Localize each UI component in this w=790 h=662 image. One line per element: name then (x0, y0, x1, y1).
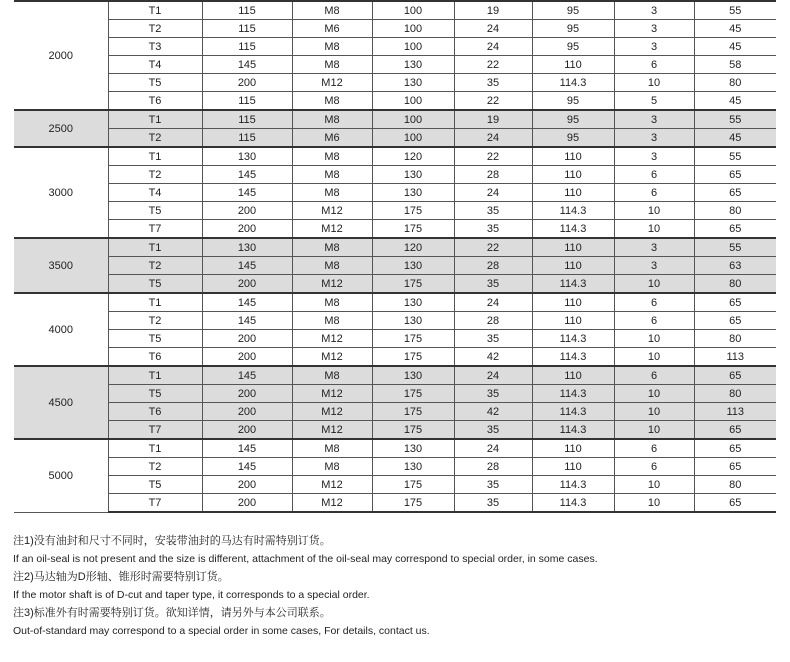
value-cell: M12 (292, 275, 372, 294)
value-cell: 65 (694, 166, 776, 184)
value-cell: 80 (694, 202, 776, 220)
table-row (14, 421, 776, 440)
value-cell: 100 (372, 1, 454, 20)
value-cell: 65 (694, 312, 776, 330)
value-cell: 10 (614, 74, 694, 92)
type-cell: T3 (108, 38, 202, 56)
size-cell: 2500 (14, 110, 108, 147)
value-cell: 175 (372, 348, 454, 367)
value-cell: 10 (614, 348, 694, 367)
value-cell: 65 (694, 458, 776, 476)
value-cell: 100 (372, 110, 454, 129)
value-cell: 19 (454, 110, 532, 129)
value-cell: 6 (614, 166, 694, 184)
note-zh: 注1)没有油封和尺寸不同时，安装带油封的马达有时需特别订货。 (13, 535, 331, 547)
value-cell: 130 (372, 56, 454, 74)
type-cell: T5 (108, 385, 202, 403)
value-cell: 65 (694, 293, 776, 312)
type-cell: T5 (108, 275, 202, 294)
value-cell: 110 (532, 312, 614, 330)
value-cell: 100 (372, 20, 454, 38)
table-row (14, 38, 776, 56)
value-cell: 95 (532, 1, 614, 20)
table-row (14, 312, 776, 330)
type-cell: T5 (108, 74, 202, 92)
value-cell: M12 (292, 220, 372, 239)
spec-table (14, 0, 776, 513)
value-cell: 113 (694, 348, 776, 367)
value-cell: 130 (372, 184, 454, 202)
value-cell: 80 (694, 385, 776, 403)
value-cell: 110 (532, 458, 614, 476)
size-cell: 4500 (14, 366, 108, 439)
value-cell: 114.3 (532, 74, 614, 92)
value-cell: 115 (202, 1, 292, 20)
value-cell: 175 (372, 330, 454, 348)
value-cell: 6 (614, 184, 694, 202)
type-cell: T1 (108, 439, 202, 458)
value-cell: 120 (372, 238, 454, 257)
value-cell: 145 (202, 366, 292, 385)
value-cell: 200 (202, 421, 292, 440)
value-cell: 120 (372, 147, 454, 166)
table-row (14, 202, 776, 220)
value-cell: 145 (202, 56, 292, 74)
value-cell: 42 (454, 348, 532, 367)
value-cell: 130 (372, 166, 454, 184)
value-cell: 45 (694, 20, 776, 38)
table-row (14, 330, 776, 348)
table-row (14, 348, 776, 367)
value-cell: 113 (694, 403, 776, 421)
size-group (14, 293, 776, 366)
size-cell: 4000 (14, 293, 108, 366)
value-cell: M8 (292, 110, 372, 129)
value-cell: 114.3 (532, 385, 614, 403)
value-cell: 65 (694, 494, 776, 513)
value-cell: 10 (614, 275, 694, 294)
value-cell: 6 (614, 439, 694, 458)
value-cell: M8 (292, 238, 372, 257)
value-cell: 130 (372, 458, 454, 476)
table-row (14, 385, 776, 403)
value-cell: M8 (292, 458, 372, 476)
value-cell: 200 (202, 348, 292, 367)
value-cell: 28 (454, 166, 532, 184)
table-row (14, 56, 776, 74)
value-cell: 10 (614, 494, 694, 513)
value-cell: 55 (694, 110, 776, 129)
value-cell: 130 (372, 312, 454, 330)
value-cell: 175 (372, 385, 454, 403)
value-cell: M12 (292, 348, 372, 367)
value-cell: M8 (292, 257, 372, 275)
type-cell: T6 (108, 403, 202, 421)
value-cell: 100 (372, 129, 454, 148)
value-cell: 130 (372, 439, 454, 458)
value-cell: 200 (202, 330, 292, 348)
value-cell: 65 (694, 439, 776, 458)
size-group (14, 238, 776, 293)
size-group (14, 1, 776, 110)
value-cell: 115 (202, 92, 292, 111)
value-cell: M6 (292, 20, 372, 38)
value-cell: 6 (614, 312, 694, 330)
value-cell: 65 (694, 220, 776, 239)
table-row (14, 257, 776, 275)
value-cell: 95 (532, 20, 614, 38)
type-cell: T1 (108, 147, 202, 166)
table-row (14, 110, 776, 129)
type-cell: T5 (108, 330, 202, 348)
value-cell: 80 (694, 74, 776, 92)
value-cell: 130 (202, 238, 292, 257)
value-cell: 175 (372, 421, 454, 440)
value-cell: 10 (614, 202, 694, 220)
type-cell: T2 (108, 20, 202, 38)
table-row (14, 458, 776, 476)
value-cell: 65 (694, 184, 776, 202)
size-cell: 3500 (14, 238, 108, 293)
value-cell: 3 (614, 38, 694, 56)
type-cell: T4 (108, 184, 202, 202)
value-cell: 114.3 (532, 476, 614, 494)
value-cell: 3 (614, 238, 694, 257)
value-cell: 200 (202, 403, 292, 421)
note-en: If an oil-seal is not present and the size is different, attachment of the oil-seal may correspond to special order, in some cases. (13, 553, 598, 565)
value-cell: 28 (454, 257, 532, 275)
value-cell: 35 (454, 220, 532, 239)
value-cell: 114.3 (532, 202, 614, 220)
value-cell: 22 (454, 147, 532, 166)
value-cell: 115 (202, 110, 292, 129)
value-cell: 35 (454, 476, 532, 494)
table-row (14, 74, 776, 92)
value-cell: 3 (614, 257, 694, 275)
value-cell: 175 (372, 220, 454, 239)
value-cell: 65 (694, 366, 776, 385)
value-cell: 114.3 (532, 275, 614, 294)
value-cell: 35 (454, 494, 532, 513)
value-cell: 110 (532, 184, 614, 202)
value-cell: 200 (202, 220, 292, 239)
value-cell: 24 (454, 129, 532, 148)
value-cell: M6 (292, 129, 372, 148)
value-cell: 22 (454, 238, 532, 257)
value-cell: 6 (614, 56, 694, 74)
value-cell: 5 (614, 92, 694, 111)
value-cell: 10 (614, 385, 694, 403)
value-cell: M8 (292, 366, 372, 385)
value-cell: 65 (694, 421, 776, 440)
value-cell: 58 (694, 56, 776, 74)
note-zh: 注3)标准外有时需要特别订货。欲知详情，请另外与本公司联系。 (13, 607, 331, 619)
type-cell: T2 (108, 312, 202, 330)
value-cell: M12 (292, 385, 372, 403)
value-cell: 3 (614, 20, 694, 38)
value-cell: 115 (202, 38, 292, 56)
value-cell: 24 (454, 38, 532, 56)
size-group (14, 147, 776, 238)
value-cell: 55 (694, 238, 776, 257)
value-cell: 200 (202, 494, 292, 513)
table-row (14, 275, 776, 294)
type-cell: T7 (108, 494, 202, 513)
value-cell: 10 (614, 330, 694, 348)
size-cell: 3000 (14, 147, 108, 238)
value-cell: 100 (372, 38, 454, 56)
value-cell: M12 (292, 421, 372, 440)
value-cell: 55 (694, 147, 776, 166)
value-cell: 130 (372, 293, 454, 312)
type-cell: T5 (108, 476, 202, 494)
value-cell: 145 (202, 293, 292, 312)
value-cell: 95 (532, 38, 614, 56)
value-cell: 130 (202, 147, 292, 166)
table-row (14, 366, 776, 385)
size-group (14, 366, 776, 439)
value-cell: 175 (372, 494, 454, 513)
value-cell: 19 (454, 1, 532, 20)
table-row (14, 494, 776, 513)
value-cell: 95 (532, 129, 614, 148)
value-cell: 3 (614, 1, 694, 20)
type-cell: T7 (108, 220, 202, 239)
value-cell: 110 (532, 439, 614, 458)
value-cell: 45 (694, 38, 776, 56)
value-cell: 55 (694, 1, 776, 20)
table-row (14, 166, 776, 184)
value-cell: 42 (454, 403, 532, 421)
type-cell: T6 (108, 92, 202, 111)
type-cell: T2 (108, 129, 202, 148)
value-cell: 95 (532, 92, 614, 111)
value-cell: 10 (614, 476, 694, 494)
value-cell: 24 (454, 184, 532, 202)
table-row (14, 476, 776, 494)
value-cell: 110 (532, 238, 614, 257)
value-cell: 130 (372, 366, 454, 385)
value-cell: 22 (454, 92, 532, 111)
table-row (14, 293, 776, 312)
value-cell: M8 (292, 92, 372, 111)
value-cell: M8 (292, 38, 372, 56)
value-cell: 35 (454, 275, 532, 294)
value-cell: 35 (454, 330, 532, 348)
value-cell: 63 (694, 257, 776, 275)
value-cell: M12 (292, 74, 372, 92)
value-cell: 145 (202, 458, 292, 476)
value-cell: 175 (372, 403, 454, 421)
value-cell: 114.3 (532, 421, 614, 440)
value-cell: 114.3 (532, 330, 614, 348)
value-cell: 145 (202, 439, 292, 458)
value-cell: 110 (532, 56, 614, 74)
size-group (14, 439, 776, 512)
value-cell: 115 (202, 129, 292, 148)
value-cell: 35 (454, 202, 532, 220)
table-row (14, 403, 776, 421)
type-cell: T1 (108, 1, 202, 20)
value-cell: M8 (292, 166, 372, 184)
value-cell: 130 (372, 257, 454, 275)
value-cell: 110 (532, 257, 614, 275)
value-cell: 95 (532, 110, 614, 129)
value-cell: 35 (454, 385, 532, 403)
type-cell: T4 (108, 56, 202, 74)
value-cell: 80 (694, 476, 776, 494)
value-cell: 200 (202, 202, 292, 220)
value-cell: 100 (372, 92, 454, 111)
value-cell: 130 (372, 74, 454, 92)
value-cell: 145 (202, 184, 292, 202)
value-cell: 115 (202, 20, 292, 38)
type-cell: T5 (108, 202, 202, 220)
value-cell: 35 (454, 421, 532, 440)
value-cell: M12 (292, 403, 372, 421)
value-cell: M8 (292, 56, 372, 74)
value-cell: 24 (454, 293, 532, 312)
type-cell: T7 (108, 421, 202, 440)
value-cell: 6 (614, 293, 694, 312)
value-cell: 3 (614, 147, 694, 166)
value-cell: 114.3 (532, 348, 614, 367)
value-cell: 24 (454, 439, 532, 458)
value-cell: 145 (202, 166, 292, 184)
value-cell: 10 (614, 220, 694, 239)
value-cell: 114.3 (532, 403, 614, 421)
value-cell: 175 (372, 476, 454, 494)
type-cell: T2 (108, 458, 202, 476)
type-cell: T2 (108, 257, 202, 275)
table-row (14, 92, 776, 111)
value-cell: M8 (292, 1, 372, 20)
value-cell: 200 (202, 275, 292, 294)
table-row (14, 147, 776, 166)
value-cell: M12 (292, 202, 372, 220)
value-cell: 145 (202, 312, 292, 330)
value-cell: M12 (292, 330, 372, 348)
value-cell: 35 (454, 74, 532, 92)
table-row (14, 20, 776, 38)
value-cell: M8 (292, 439, 372, 458)
value-cell: 110 (532, 166, 614, 184)
value-cell: 3 (614, 129, 694, 148)
note-en: Out-of-standard may correspond to a special order in some cases, For details, contact us. (13, 625, 430, 637)
value-cell: 80 (694, 275, 776, 294)
value-cell: M8 (292, 147, 372, 166)
value-cell: 3 (614, 110, 694, 129)
value-cell: 200 (202, 476, 292, 494)
value-cell: M12 (292, 494, 372, 513)
value-cell: 28 (454, 458, 532, 476)
value-cell: 10 (614, 421, 694, 440)
size-group (14, 110, 776, 147)
value-cell: 6 (614, 366, 694, 385)
value-cell: 24 (454, 366, 532, 385)
value-cell: 200 (202, 74, 292, 92)
value-cell: 175 (372, 202, 454, 220)
value-cell: M12 (292, 476, 372, 494)
table-row (14, 184, 776, 202)
type-cell: T1 (108, 238, 202, 257)
size-cell: 2000 (14, 1, 108, 110)
value-cell: 200 (202, 385, 292, 403)
table-row (14, 129, 776, 148)
value-cell: 45 (694, 92, 776, 111)
value-cell: 110 (532, 293, 614, 312)
type-cell: T2 (108, 166, 202, 184)
table-row (14, 1, 776, 20)
table-row (14, 238, 776, 257)
value-cell: 10 (614, 403, 694, 421)
size-cell: 5000 (14, 439, 108, 512)
value-cell: M8 (292, 293, 372, 312)
type-cell: T1 (108, 366, 202, 385)
value-cell: 175 (372, 275, 454, 294)
footnotes (13, 532, 783, 640)
value-cell: 114.3 (532, 220, 614, 239)
value-cell: 28 (454, 312, 532, 330)
value-cell: 80 (694, 330, 776, 348)
note-en: If the motor shaft is of D-cut and taper type, it corresponds to a special order. (13, 589, 370, 601)
value-cell: 24 (454, 20, 532, 38)
type-cell: T1 (108, 293, 202, 312)
value-cell: 110 (532, 366, 614, 385)
value-cell: 22 (454, 56, 532, 74)
value-cell: M8 (292, 184, 372, 202)
value-cell: 145 (202, 257, 292, 275)
value-cell: 114.3 (532, 494, 614, 513)
value-cell: M8 (292, 312, 372, 330)
value-cell: 110 (532, 147, 614, 166)
value-cell: 6 (614, 458, 694, 476)
value-cell: 45 (694, 129, 776, 148)
type-cell: T1 (108, 110, 202, 129)
table-row (14, 220, 776, 239)
type-cell: T6 (108, 348, 202, 367)
table-row (14, 439, 776, 458)
note-zh: 注2)马达轴为D形轴、锥形时需要特别订货。 (13, 571, 229, 583)
